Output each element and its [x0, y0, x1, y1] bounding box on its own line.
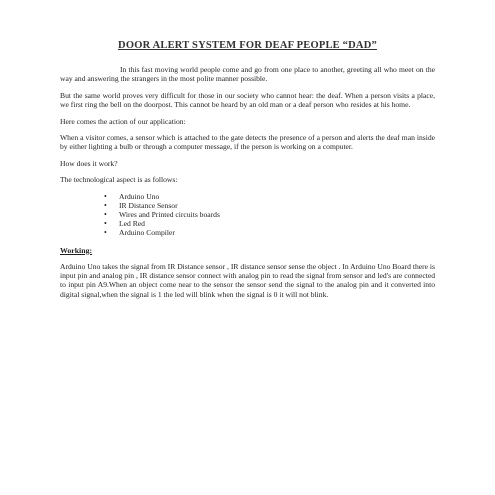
bullet-icon: • — [104, 191, 107, 201]
how-it-works-question: How does it work? — [60, 158, 118, 168]
document-page — [60, 40, 435, 306]
bullet-icon: • — [104, 219, 107, 229]
bullet-icon: • — [104, 228, 107, 238]
list-item: • Arduino Compiler — [104, 228, 175, 238]
intro-paragraph: In this fast moving world people come and go from one place to another, greeting all who meet on the way and answering the strangers in the most polite manner possible. — [60, 65, 435, 84]
component-list — [60, 192, 435, 238]
list-item: • Arduino Uno — [104, 191, 160, 201]
bullet-icon: • — [104, 210, 107, 220]
problem-paragraph: But the same world proves very difficult for those in our society who cannot hear: the deaf. When a person visits a place, we first ring the bell on the doorpost. This cannot be heard by an old man or a deaf person who resides at his home. — [60, 90, 435, 110]
application-intro: Here comes the action of our application: — [60, 116, 186, 126]
document-title: DOOR ALERT SYSTEM FOR DEAF PEOPLE “DAD” — [118, 40, 377, 51]
list-item: • Wires and Printed circuits boards — [104, 210, 220, 220]
list-item: • Led Red — [104, 219, 145, 229]
application-paragraph: When a visitor comes, a sensor which is attached to the gate detects the presence of a person and alerts the deaf man inside by either lighting a bulb or through a computer message, if the person is working on a computer. — [60, 133, 435, 152]
bullet-icon: • — [104, 200, 107, 210]
working-paragraph: Arduino Uno takes the signal from IR Distance sensor , IR distance sensor sense the object . In Arduino Uno Board there is input pin and analog pin , IR distance sensor connect with analog pin to read the signal from sensor and led's are connected to input pin A9.When an object come near to the sensor the sensor send the signal to the analog pin and it converted into digital signal,when the signal is 1 the led will blink when the signal is 0 it will not blink. — [60, 261, 435, 299]
working-heading: Working: — [60, 245, 93, 255]
technology-intro: The technological aspect is as follows: — [60, 175, 178, 185]
list-item: • IR Distance Sensor — [104, 200, 178, 210]
